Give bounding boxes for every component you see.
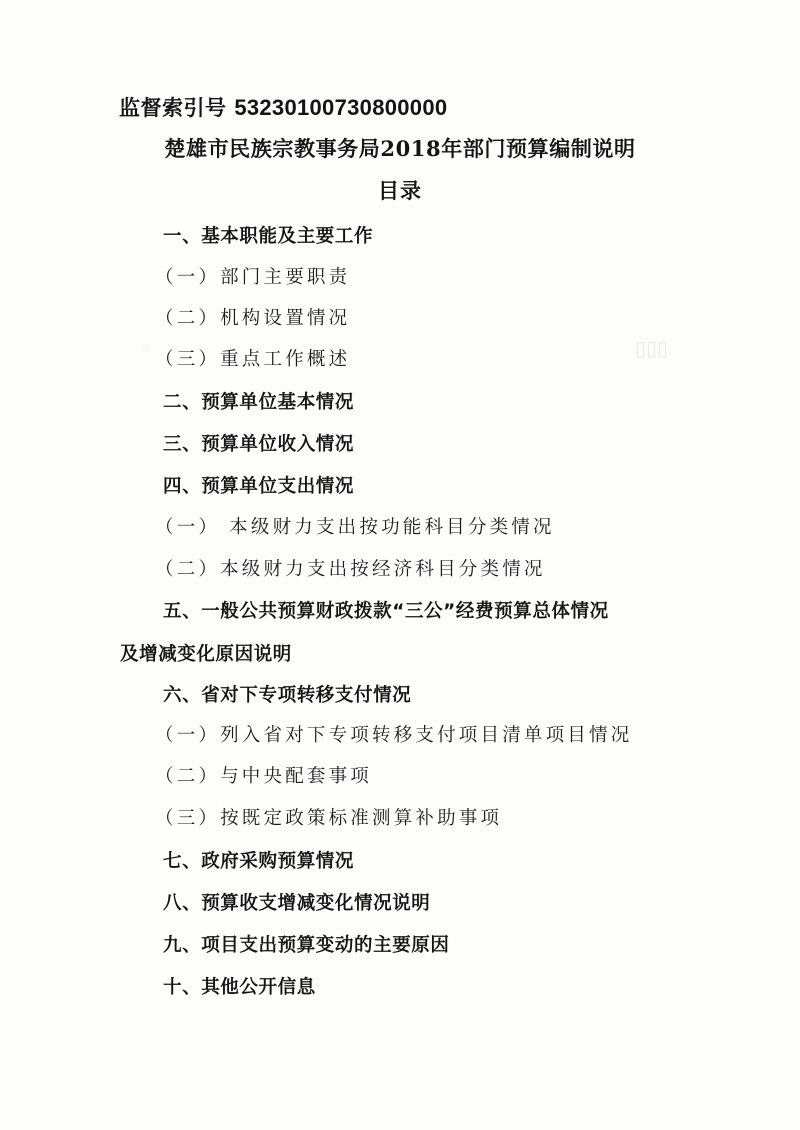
toc-item: 及增减变化原因说明 xyxy=(120,644,292,665)
toc-item: （三）重点工作概述 xyxy=(155,349,351,370)
toc-item: 八、预算收支增减变化情况说明 xyxy=(163,893,431,914)
toc-item: 六、省对下专项转移支付情况 xyxy=(163,685,412,706)
toc-item: （一）部门主要职责 xyxy=(155,267,351,288)
toc-item: 五、一般公共预算财政拨款“三公”经费预算总体情况 xyxy=(163,601,609,622)
toc-item: （二）与中央配套事项 xyxy=(155,766,373,787)
supervision-index xyxy=(119,92,447,122)
document-title: 楚雄市民族宗教事务局2018年部门预算编制说明 xyxy=(164,136,636,161)
toc-item: 三、预算单位收入情况 xyxy=(163,434,355,455)
toc-item: （二）机构设置情况 xyxy=(155,308,351,329)
toc-item: （三）按既定政策标准测算补助事项 xyxy=(155,808,503,829)
toc-item: 十、其他公开信息 xyxy=(163,977,316,998)
toc-heading: 目录 xyxy=(378,178,422,203)
toc-item: 一、基本职能及主要工作 xyxy=(163,226,374,247)
bleed-through-mark: ▯▯▯ xyxy=(635,336,669,360)
toc-item: 九、项目支出预算变动的主要原因 xyxy=(163,935,450,956)
bleed-through-mark: ◦ xyxy=(140,336,152,360)
toc-item: （一）列入省对下专项转移支付项目清单项目情况 xyxy=(155,725,633,746)
toc-item: 四、预算单位支出情况 xyxy=(163,476,355,497)
toc-item: 七、政府采购预算情况 xyxy=(163,851,355,872)
index-label: 监督索引号 xyxy=(119,96,227,120)
toc-item: （二）本级财力支出按经济科目分类情况 xyxy=(155,559,546,580)
toc-item: 二、预算单位基本情况 xyxy=(163,392,355,413)
index-number: 53230100730800000 xyxy=(234,95,448,120)
toc-item: （一） 本级财力支出按功能科目分类情况 xyxy=(155,517,555,538)
